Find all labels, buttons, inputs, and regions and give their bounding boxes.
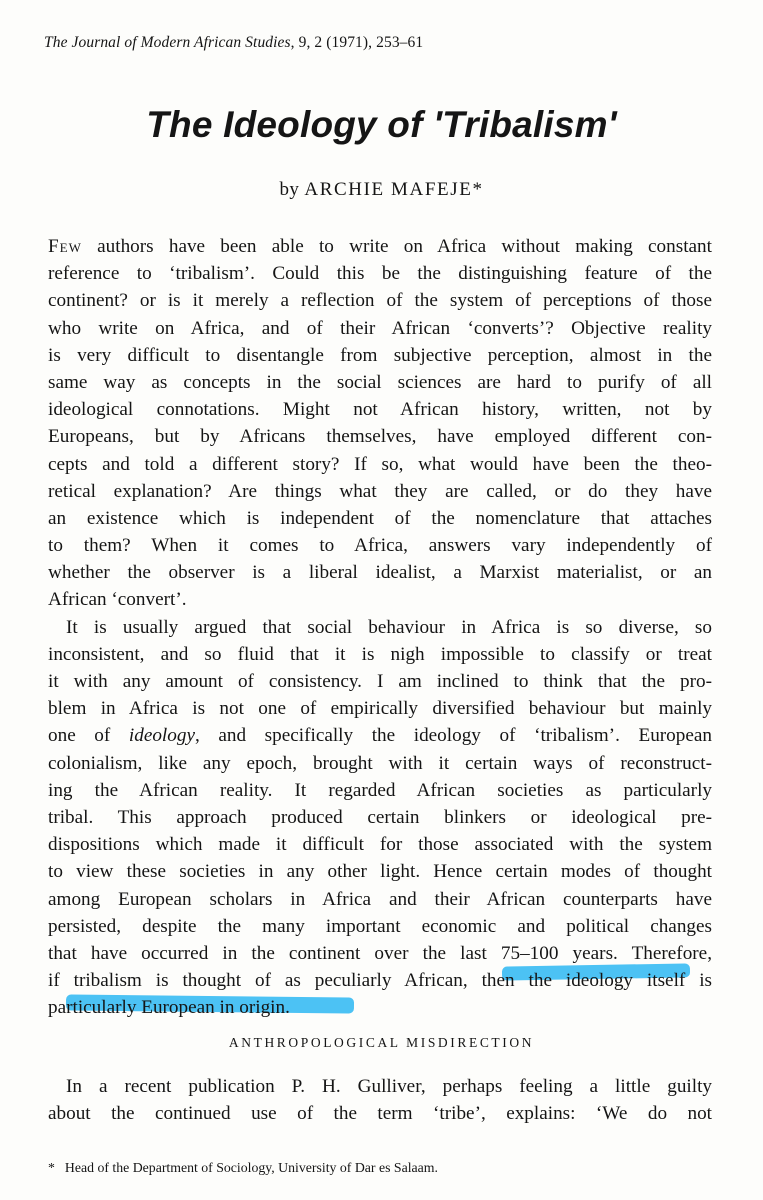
citation-details: , 9, 2 (1971), 253–61 (290, 34, 424, 51)
text-line: to them? When it comes to Africa, answers vary independently of (48, 535, 712, 557)
byline (0, 179, 763, 201)
text-line: whether the observer is a liberal idealist, a Marxist materialist, or an (48, 562, 712, 584)
text-line: blem in Africa is not one of empirically diversified behaviour but mainly (48, 698, 712, 720)
text-line: Europeans, but by Africans themselves, have employed different con- (48, 426, 712, 448)
text-line: It is usually argued that social behaviour in Africa is so diverse, so (66, 616, 712, 638)
text-line (48, 233, 712, 260)
text-line: cepts and told a different story? If so, what would have been the theo- (48, 453, 712, 475)
text-line: same way as concepts in the social sciences are hard to purify of all (48, 371, 712, 393)
footnote (48, 1160, 438, 1176)
article-title: The Ideology of 'Tribalism' (146, 104, 617, 145)
italic-term: ideology (128, 725, 195, 747)
text-line: persisted, despite the many important economic and political changes (48, 915, 712, 937)
text-line: if tribalism is thought of as peculiarly African, then the ideology itself is (48, 970, 712, 992)
text-line (48, 722, 712, 749)
text-line: that have occurred in the continent over the last 75–100 years. Therefore, (48, 942, 712, 964)
author-name: ARCHIE MAFEJE* (304, 179, 484, 200)
text-line: who write on Africa, and of their African ‘converts’? Objective reality (48, 317, 712, 339)
text-line: particularly European in origin. (48, 997, 290, 1019)
article-body-continued (48, 1073, 712, 1127)
text-line: tribal. This approach produced certain blinkers or ideological pre- (48, 806, 712, 828)
text-line: to view these societies in any other light. Hence certain modes of thought (48, 861, 712, 883)
article-body (48, 233, 712, 1021)
text-line: colonialism, like any epoch, brought with it certain ways of reconstruct- (48, 752, 712, 774)
text-line: inconsistent, and so fluid that it is nigh impossible to classify or treat (48, 643, 712, 665)
text-line: is very difficult to disentangle from subjective perception, almost in the (48, 344, 712, 366)
byline-prefix: by (279, 179, 305, 200)
text-segment: , and specifically the ideology of ‘tribalism’. European (194, 725, 712, 747)
text-line-content: authors have been able to write on Africa without making constant (81, 236, 712, 257)
text-line: African ‘convert’. (48, 589, 187, 611)
text-line: an existence which is independent of the nomenclature that attaches (48, 507, 712, 529)
text-line: it with any amount of consistency. I am inclined to think that the pro- (48, 671, 712, 692)
text-line: continent? or is it merely a reflection of the system of perceptions of those (48, 290, 712, 312)
text-segment: one of (48, 725, 129, 747)
footnote-text: Head of the Department of Sociology, University of Dar es Salaam. (64, 1160, 438, 1175)
text-line: ideological connotations. Might not African history, written, not by (48, 399, 712, 421)
text-line: retical explanation? Are things what they are called, or do they have (48, 480, 712, 502)
section-heading: ANTHROPOLOGICAL MISDIRECTION (228, 1035, 535, 1050)
text-line: among European scholars in Africa and their African counterparts have (48, 888, 712, 910)
journal-name: The Journal of Modern African Studies (44, 34, 291, 51)
footnote-mark: * (48, 1160, 55, 1175)
text-line: ing the African reality. It regarded African societies as particularly (48, 779, 712, 801)
text-line: In a recent publication P. H. Gulliver, perhaps feeling a little guilty (66, 1076, 712, 1097)
text-line: dispositions which made it difficult for those associated with the system (48, 834, 712, 856)
text-line: about the continued use of the term ‘tribe’, explains: ‘We do not (48, 1103, 712, 1125)
journal-citation (44, 34, 423, 52)
dropcap-word: Few (48, 236, 82, 257)
text-line: reference to ‘tribalism’. Could this be the distinguishing feature of the (48, 263, 712, 285)
